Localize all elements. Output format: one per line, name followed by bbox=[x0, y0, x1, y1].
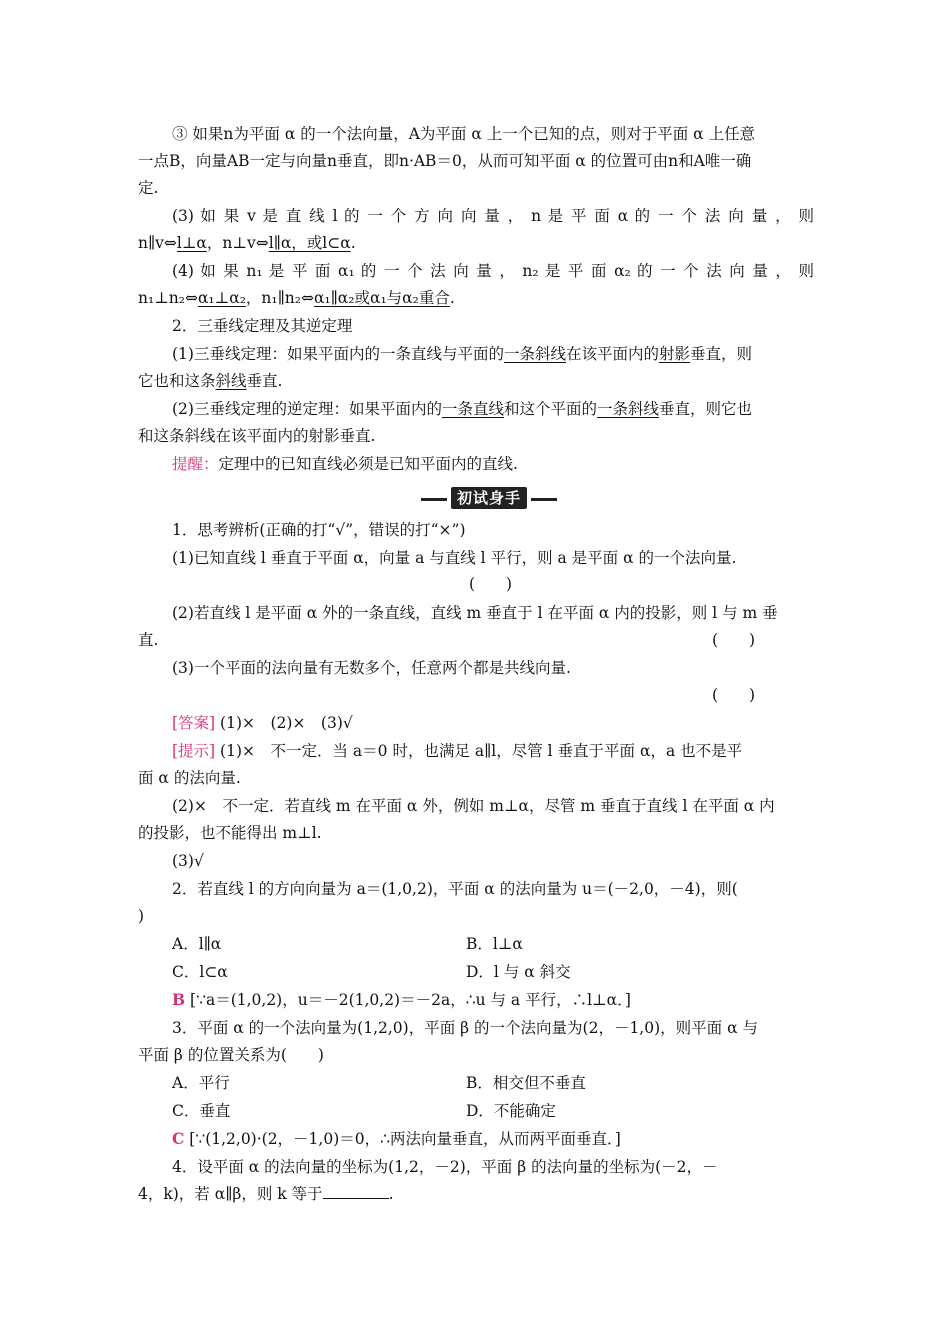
q3-option-c: C．垂直 bbox=[172, 1102, 231, 1120]
para-normal-vector-line1: ③ 如果n为平面 α 的一个法向量，A为平面 α 上一个已知的点，则对于平面 α 上任意 bbox=[172, 125, 756, 143]
theorem-2-text-c: 垂直，则它也 bbox=[659, 400, 753, 418]
q1-statement-2-line2: 直. bbox=[138, 631, 159, 649]
q1-answer-line bbox=[172, 713, 814, 733]
tip-line bbox=[172, 454, 814, 474]
q4-stem-line2 bbox=[138, 1184, 814, 1204]
theorem-2-text-a: (2)三垂线定理的逆定理：如果平面内的 bbox=[172, 400, 442, 418]
para-3-text-a: n∥v⇔ bbox=[138, 234, 177, 252]
q4-stem-line1: 4．设平面 α 的法向量的坐标为(1,2，－2)，平面 β 的法向量的坐标为(－2，－ bbox=[172, 1158, 718, 1176]
para-normal-vector-line2: 一点B，向量AB一定与向量n垂直，即n·AB＝0，从而可知平面 α 的位置可由n和A唯一确 bbox=[138, 152, 752, 170]
para-3-text-c: ，n⊥v⇔ bbox=[206, 234, 269, 252]
theorem-1-line2-a: 它也和这条 bbox=[138, 372, 216, 390]
theorem-2-fill-1: 一条直线 bbox=[441, 400, 504, 418]
para-3-text-e: . bbox=[350, 234, 356, 252]
q3-option-a: A．平行 bbox=[172, 1074, 230, 1092]
q1-statement-2-paren: ( ) bbox=[712, 631, 756, 649]
q1-statement-1-paren: ( ) bbox=[469, 575, 513, 593]
para-4-line2 bbox=[138, 288, 814, 308]
q4-stem-end: . bbox=[388, 1185, 394, 1203]
theorem-2-fill-2: 一条斜线 bbox=[597, 400, 660, 418]
q2-stem-line1: 2．若直线 l 的方向向量为 a＝(1,0,2)，平面 α 的法向量为 u＝(－2,0，－4)，则( bbox=[172, 880, 738, 898]
para-4-fill-2: α₁∥α₂或α₁与α₂重合 bbox=[313, 289, 450, 307]
para-3-line1: (3) 如 果 v 是 直 线 l 的 一 个 方 向 向 量 ， n 是 平 面 α 的 一 个 法 向 量 ， 则 bbox=[172, 207, 814, 225]
theorem-2-text-b: 和这个平面的 bbox=[503, 400, 597, 418]
q1-hint3: (3)√ bbox=[172, 852, 204, 870]
q2-option-b: B．l⊥α bbox=[466, 935, 523, 953]
q1-statement-2-line1: (2)若直线 l 是平面 α 外的一条直线，直线 m 垂直于 l 在平面 α 内的投影，则 l 与 m 垂 bbox=[172, 604, 778, 622]
tip-text: 定理中的已知直线必须是已知平面内的直线. bbox=[218, 455, 518, 473]
para-4-text-a: n₁⊥n₂⇔ bbox=[138, 289, 198, 307]
theorem-1-line2-b: 垂直. bbox=[246, 372, 283, 390]
q3-option-d: D．不能确定 bbox=[466, 1102, 556, 1120]
theorem-1-line2 bbox=[138, 371, 814, 391]
q2-explanation: [∵a＝(1,0,2)，u＝－2(1,0,2)＝－2a，∴u 与 a 平行，∴l⊥α．] bbox=[190, 991, 631, 1009]
q2-option-c: C．l⊂α bbox=[172, 963, 228, 981]
q2-stem-line2: ) bbox=[138, 907, 145, 925]
q1-statement-1: (1)已知直线 l 垂直于平面 α，向量 a 与直线 l 平行，则 a 是平面 α 的一个法向量. bbox=[172, 549, 737, 567]
theorem-1-text-c: 垂直，则 bbox=[690, 345, 753, 363]
section-banner bbox=[421, 487, 557, 511]
q1-hint-line1 bbox=[172, 741, 814, 761]
q3-option-b: B．相交但不垂直 bbox=[466, 1074, 586, 1092]
q3-explanation: [∵(1,2,0)·(2，－1,0)＝0，∴两法向量垂直，从而两平面垂直．] bbox=[189, 1130, 621, 1148]
q3-answer-letter: C bbox=[172, 1129, 185, 1148]
q1-statement-3-paren: ( ) bbox=[712, 686, 756, 704]
q2-option-a: A．l∥α bbox=[172, 935, 222, 953]
banner-right-rule bbox=[531, 498, 557, 501]
q2-answer-letter: B bbox=[172, 990, 186, 1009]
para-normal-vector-line3: 定. bbox=[138, 179, 159, 197]
q1-hint-label: [提示] bbox=[172, 742, 216, 760]
tip-label: 提醒： bbox=[172, 455, 219, 473]
q1-statement-3: (3)一个平面的法向量有无数多个，任意两个都是共线向量. bbox=[172, 659, 571, 677]
q1-hint2-line2: 的投影，也不能得出 m⊥l. bbox=[138, 824, 322, 842]
banner-title: 初试身手 bbox=[451, 487, 527, 509]
theorem-1-text-a: (1)三垂线定理：如果平面内的一条直线与平面的 bbox=[172, 345, 504, 363]
para-4-text-e: . bbox=[449, 289, 455, 307]
q3-stem-line2: 平面 β 的位置关系为( ) bbox=[138, 1046, 324, 1064]
q2-option-d: D．l 与 α 斜交 bbox=[466, 963, 571, 981]
q1-hint-line2: 面 α 的法向量. bbox=[138, 769, 241, 787]
para-3-fill-2: l∥α，或l⊂α bbox=[268, 234, 351, 252]
q4-stem-text: 4，k)，若 α∥β，则 k 等于 bbox=[138, 1185, 323, 1203]
q1-title: 1．思考辨析(正确的打“√”，错误的打“×”) bbox=[172, 521, 466, 539]
para-4-fill-1: α₁⊥α₂ bbox=[197, 289, 246, 307]
para-3-line2 bbox=[138, 233, 814, 253]
q4-answer-blank[interactable] bbox=[323, 1184, 389, 1199]
banner-left-rule bbox=[421, 498, 447, 501]
q3-answer-line bbox=[172, 1129, 814, 1149]
theorem-2-line1 bbox=[172, 399, 814, 419]
para-3-fill-1: l⊥α bbox=[176, 234, 207, 252]
theorem-heading: 2．三垂线定理及其逆定理 bbox=[172, 317, 353, 335]
theorem-1-fill-1: 一条斜线 bbox=[503, 345, 566, 363]
q3-stem-line1: 3．平面 α 的一个法向量为(1,2,0)，平面 β 的一个法向量为(2，－1,0)，则平面 α 与 bbox=[172, 1019, 758, 1037]
theorem-1-text-b: 在该平面内的 bbox=[565, 345, 659, 363]
para-4-line1: (4) 如 果 n₁ 是 平 面 α₁ 的 一 个 法 向 量 ， n₂ 是 平 面 α₂ 的 一 个 法 向 量 ， 则 bbox=[172, 262, 814, 280]
theorem-1-fill-2: 射影 bbox=[659, 345, 691, 363]
q1-hint2-line1: (2)× 不一定．若直线 m 在平面 α 外，例如 m⊥α，尽管 m 垂直于直线 l 在平面 α 内 bbox=[172, 797, 775, 815]
theorem-1-fill-3: 斜线 bbox=[215, 372, 247, 390]
q1-answer-label: [答案] bbox=[172, 714, 216, 732]
para-4-text-c: ，n₁∥n₂⇔ bbox=[245, 289, 314, 307]
q2-answer-line bbox=[172, 990, 814, 1010]
theorem-1-line1 bbox=[172, 344, 814, 364]
q1-hint-text: (1)× 不一定．当 a＝0 时，也满足 a∥l，尽管 l 垂直于平面 α，a 也不是平 bbox=[220, 742, 743, 760]
q1-answer-text: (1)× (2)× (3)√ bbox=[220, 714, 353, 732]
theorem-2-line2: 和这条斜线在该平面内的射影垂直. bbox=[138, 427, 376, 445]
